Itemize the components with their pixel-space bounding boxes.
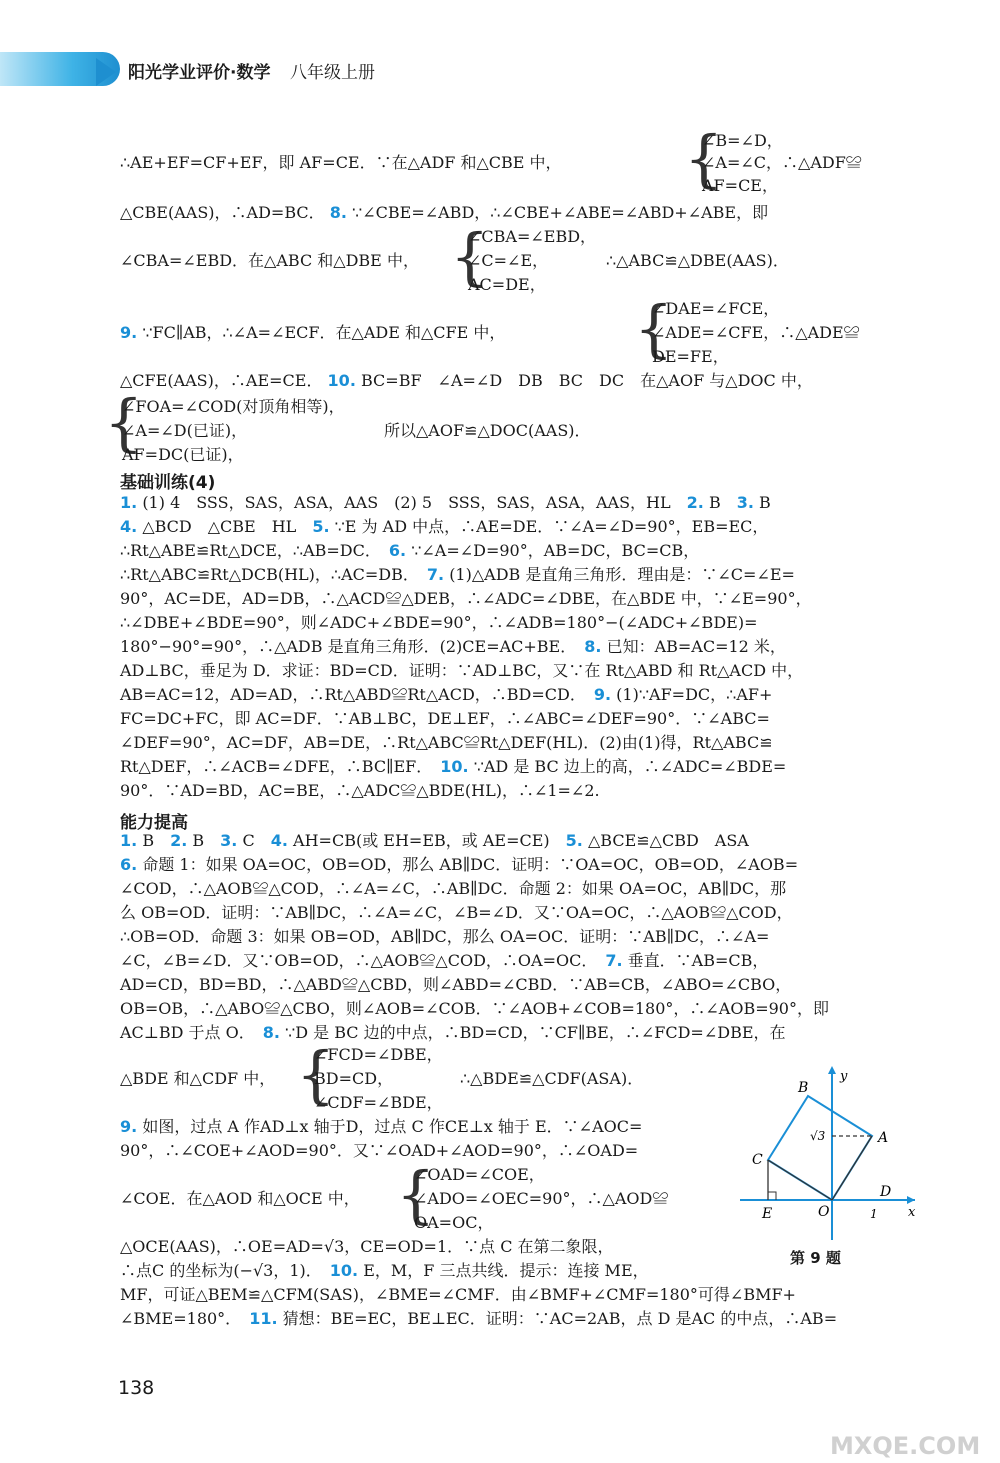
brace-line: ∠OAD=∠COE，: [414, 1165, 545, 1184]
text-line: [120, 1236, 720, 1258]
x-axis-arrow: [907, 1196, 915, 1204]
text-segment: 如图，过点 A 作AD⊥x 轴于D，过点 C 作CE⊥x 轴于 E．∵∠AOC=: [142, 1117, 643, 1136]
question-number: 1.: [120, 493, 138, 512]
brace-conclusion: ∴△ABC≌△DBE(AAS)．: [606, 251, 789, 270]
page-number: 138: [118, 1377, 155, 1399]
question-number: 11.: [249, 1309, 278, 1328]
text-segment: AB=AC=12，AD=AD，∴Rt△ABD≌Rt△ACD，∴BD=CD．: [120, 685, 594, 704]
section-title-basic: 基础训练(4): [120, 473, 216, 493]
text-line: ∠CBA=∠EBD．在△ABC 和△DBE 中，: [120, 251, 419, 270]
text-segment: BC=BF ∠A=∠D DB BC DC 在△AOF 与△DOC 中，: [360, 371, 813, 390]
text-segment: (1)∵AF=DC，∴AF+: [616, 685, 773, 704]
text-line: [120, 540, 920, 562]
text-segment: AH=CB(或 EH=EB，或 AE=CE): [293, 831, 566, 850]
text-segment: ∠BME=180°．: [120, 1309, 250, 1328]
label-one: 1: [870, 1207, 878, 1221]
text-line: [120, 708, 920, 730]
brace-line: ∠ADE=∠CFE，∴△ADE≌: [652, 323, 860, 342]
brace: {: [634, 292, 674, 365]
text-segment: AD=CD，BD=BD，∴△ABD≌△CBD，则∠ABD=∠CBD．∵AB=CB，∠ABO=∠CBO，: [120, 975, 792, 994]
text-line: [120, 1308, 920, 1330]
text-segment: (1)△ADB 是直角三角形．理由是：∵∠C=∠E=: [449, 565, 795, 584]
text-line: △BDE 和△CDF 中，: [120, 1069, 276, 1088]
label-E: E: [762, 1206, 773, 1222]
text-line: [120, 1116, 720, 1138]
segment-OC: [768, 1160, 832, 1200]
text-line: [120, 854, 920, 876]
question-number: 9.: [120, 1117, 138, 1136]
text-segment: △BCD △CBE HL: [142, 517, 313, 536]
label-A: A: [878, 1130, 889, 1146]
text-segment: ∴∠DBE+∠BDE=90°，则∠ADC+∠BDE=90°，∴∠ADB=180°−(∠ADC+∠BDE)=: [120, 613, 758, 632]
text-line: [120, 202, 920, 224]
text-segment: △CBE(AAS)，∴AD=BC．: [120, 203, 325, 222]
brace-line: ∠C=∠E，: [468, 251, 549, 270]
label-x: x: [908, 1205, 916, 1220]
question-number: 7.: [605, 951, 623, 970]
text-line: [120, 756, 920, 778]
text-segment: 垂直．∵AB=CB，: [627, 951, 769, 970]
text-line: [120, 492, 920, 514]
text-segment: △OCE(AAS)，∴OE=AD=√3，CE=OD=1．∵点 C 在第二象限，: [120, 1237, 614, 1256]
question-number: 1.: [120, 831, 138, 850]
text-segment: FC=DC+FC，即 AC=DF．∵AB⊥BC，DE⊥EF，∴∠ABC=∠DEF=90°．∵∠ABC=: [120, 709, 770, 728]
text-line: [120, 636, 920, 658]
label-B: B: [798, 1080, 809, 1096]
figure-caption: 第 9 题: [790, 1249, 841, 1267]
text-segment: ∴点C 的坐标为(−√3，1)．: [120, 1261, 330, 1280]
watermark-url: MXQE.COM: [830, 1432, 981, 1460]
question-number: 4.: [270, 831, 288, 850]
question-number: 4.: [120, 517, 138, 536]
segment-OA: [832, 1136, 872, 1200]
text-segment: Rt△DEF，∴∠ACB=∠DFE，∴BC∥EF．: [120, 757, 441, 776]
brace-line: BD=CD，: [314, 1069, 394, 1088]
text-line: [120, 1284, 920, 1306]
text-segment: ∵FC∥AB，∴∠A=∠ECF．在△ADE 和△CFE 中，: [142, 323, 506, 342]
brace-line: DE=FE，: [652, 347, 729, 366]
question-number: 9.: [593, 685, 612, 704]
brace-conclusion: 所以△AOF≌△DOC(AAS)．: [384, 421, 591, 440]
question-number: 10.: [440, 757, 469, 776]
text-segment: ∵∠A=∠D=90°，AB=DC，BC=CB，: [411, 541, 700, 560]
text-segment: B: [759, 493, 771, 512]
text-line: [120, 950, 920, 972]
text-line: [120, 926, 920, 948]
text-segment: ∠COD，∴△AOB≌△COD，∴∠A=∠C，∴AB∥DC．命题 2：如果 OA=OC，AB∥DC，那: [120, 879, 787, 898]
text-segment: ∵∠CBE=∠ABD，∴∠CBE+∠ABE=∠ABD+∠ABE，即: [352, 203, 769, 222]
brace-line: AF=CE，: [702, 176, 778, 195]
text-segment: ∴Rt△ABC≌Rt△DCB(HL)，∴AC=DB．: [120, 565, 427, 584]
text-segment: AD⊥BC，垂足为 D．求证：BD=CD．证明：∵AD⊥BC，又∵在 Rt△ABD 和 Rt△ACD 中，: [120, 661, 804, 680]
section-title-ability: 能力提高: [120, 813, 188, 833]
text-segment: 已知：AB=AC=12 米，: [606, 637, 786, 656]
question-number: 2.: [686, 493, 704, 512]
brace: {: [396, 1158, 436, 1231]
text-line: [120, 588, 920, 610]
text-line: [120, 516, 920, 538]
label-sqrt3: √3: [810, 1129, 826, 1143]
figure-q9: [730, 1060, 920, 1245]
brace: {: [450, 220, 490, 293]
header-subtitle: 八年级上册: [290, 63, 375, 83]
text-line: [120, 878, 920, 900]
text-segment: B: [142, 831, 171, 850]
header-title: 阳光学业评价·数学: [128, 63, 271, 83]
label-C: C: [752, 1152, 763, 1168]
text-segment: AC⊥BD 于点 O．: [120, 1023, 263, 1042]
text-segment: ∴OB=OD．命题 3：如果 OB=OD，AB∥DC，那么 OA=OC．证明：∵AB∥DC，∴∠A=: [120, 927, 770, 946]
brace-line: ∠DAE=∠FCE，: [652, 299, 780, 318]
text-line: [120, 660, 920, 682]
text-line: [120, 1260, 720, 1282]
brace-line: AC=DE，: [468, 275, 546, 294]
text-line: [120, 732, 920, 754]
text-segment: (1) 4 SSS，SAS，ASA，AAS (2) 5 SSS，SAS，ASA，AAS，HL: [142, 493, 687, 512]
brace-line: ∠B=∠D，: [702, 131, 783, 150]
question-number: 6.: [120, 855, 138, 874]
brace: {: [104, 386, 144, 459]
text-line: [120, 612, 920, 634]
question-number: 8.: [329, 203, 347, 222]
question-number: 2.: [170, 831, 188, 850]
text-segment: B: [192, 831, 221, 850]
question-number: 3.: [736, 493, 754, 512]
question-number: 8.: [262, 1023, 280, 1042]
label-O: O: [818, 1204, 830, 1220]
text-segment: ∵AD 是 BC 边上的高，∴∠ADC=∠BDE=: [473, 757, 787, 776]
brace-line: ∠CDF=∠BDE，: [314, 1093, 443, 1112]
text-segment: ∠DEF=90°，AC=DF，AB=DE，∴Rt△ABC≌Rt△DEF(HL)．(2)由(1)得，Rt△ABC≌: [120, 733, 773, 752]
brace: {: [296, 1038, 336, 1111]
question-number: 6.: [388, 541, 407, 560]
question-number: 5.: [565, 831, 583, 850]
text-segment: C: [242, 831, 271, 850]
text-segment: 90°．∵AD=BD，AC=BE，∴△ADC≌△BDE(HL)，∴∠1=∠2.: [120, 781, 600, 800]
text-segment: 90°，∴∠COE+∠AOD=90°．又∵∠OAD+∠AOD=90°，∴∠OAD=: [120, 1141, 639, 1160]
text-line: [120, 370, 920, 392]
text-line: [120, 780, 920, 802]
label-D: D: [880, 1184, 892, 1200]
text-segment: 猜想：BE=EC，BE⊥EC．证明：∵AC=2AB，点 D 是AC 的中点，∴AB=: [282, 1309, 838, 1328]
text-segment: 90°，AC=DE，AD=DB，∴△ACD≌△DEB，∴∠ADC=∠DBE，在△BDE 中，∵∠E=90°，: [120, 589, 812, 608]
question-number: 9.: [120, 323, 138, 342]
brace-line: OA=OC，: [414, 1213, 494, 1232]
text-line: [120, 564, 920, 586]
brace-line: ∠ADO=∠OEC=90°，∴△AOD≌: [414, 1189, 669, 1208]
text-segment: △BCE≌△CBD ASA: [587, 831, 749, 850]
brace-conclusion: ∴△BDE≌△CDF(ASA)．: [460, 1069, 644, 1088]
brace-line: ∠FOA=∠COD(对顶角相等)，: [122, 397, 345, 416]
text-line: [120, 974, 920, 996]
text-line: ∠COE．在△AOD 和△OCE 中，: [120, 1189, 360, 1208]
text-segment: 180°−90°=90°，∴△ADB 是直角三角形．(2)CE=AC+BE．: [120, 637, 585, 656]
brace-line: ∠A=∠D(已证)，: [122, 421, 248, 440]
text-segment: ∴Rt△ABE≌Rt△DCE，∴AB=DC．: [120, 541, 389, 560]
question-number: 3.: [220, 831, 238, 850]
text-line: [120, 684, 920, 706]
text-segment: ∵E 为 AD 中点，∴AE=DE．∵∠A=∠D=90°，EB=EC，: [334, 517, 769, 536]
question-number: 10.: [327, 371, 356, 390]
square-OABC: [768, 1096, 872, 1200]
text-segment: B: [708, 493, 737, 512]
brace: {: [684, 122, 724, 195]
text-line: [120, 1022, 920, 1044]
text-segment: 命题 1：如果 OA=OC，OB=OD，那么 AB∥DC．证明：∵OA=OC，OB=OD，∠AOB=: [142, 855, 799, 874]
text-segment: MF，可证△BEM≌△CFM(SAS)，∠BME=∠CMF．由∠BMF+∠CMF=180°可得∠BMF+: [120, 1285, 796, 1304]
question-number: 8.: [584, 637, 602, 656]
header-banner-tail: [96, 58, 116, 86]
brace-line: ∠CBA=∠EBD，: [468, 227, 597, 246]
text-segment: ∠C，∠B=∠D．又∵OB=OD，∴△AOB≌△COD，∴OA=OC．: [120, 951, 606, 970]
text-line: ∴AE+EF=CF+EF，即 AF=CE．∵在△ADF 和△CBE 中，: [120, 153, 562, 172]
question-number: 5.: [312, 517, 330, 536]
y-axis-arrow: [828, 1066, 836, 1074]
question-number: 7.: [426, 565, 445, 584]
text-line: [120, 998, 920, 1020]
text-segment: △CFE(AAS)，∴AE=CE．: [120, 371, 323, 390]
right-angle-mark: [768, 1192, 776, 1200]
text-line: [120, 830, 920, 852]
brace-line: ∠FCD=∠DBE，: [314, 1045, 443, 1064]
text-segment: OB=OB，∴△ABO≌△CBO，则∠AOB=∠COB．∵∠AOB+∠COB=180°，∴∠AOB=90°，即: [120, 999, 829, 1018]
text-segment: ∵D 是 BC 边的中点，∴BD=CD，∵CF∥BE，∴∠FCD=∠DBE，在: [285, 1023, 786, 1042]
question-number: 10.: [329, 1261, 359, 1280]
brace-line: AF=DC(已证)，: [122, 445, 244, 464]
brace-line: ∠A=∠C，∴△ADF≌: [702, 153, 862, 172]
text-segment: E，M，F 三点共线．提示：连接 ME，: [363, 1261, 649, 1280]
text-segment: 么 OB=OD．证明：∵AB∥DC，∴∠A=∠C，∠B=∠D．又∵OA=OC，∴△AOB≌△COD，: [120, 903, 793, 922]
label-y: y: [840, 1069, 848, 1084]
text-line: [120, 902, 920, 924]
